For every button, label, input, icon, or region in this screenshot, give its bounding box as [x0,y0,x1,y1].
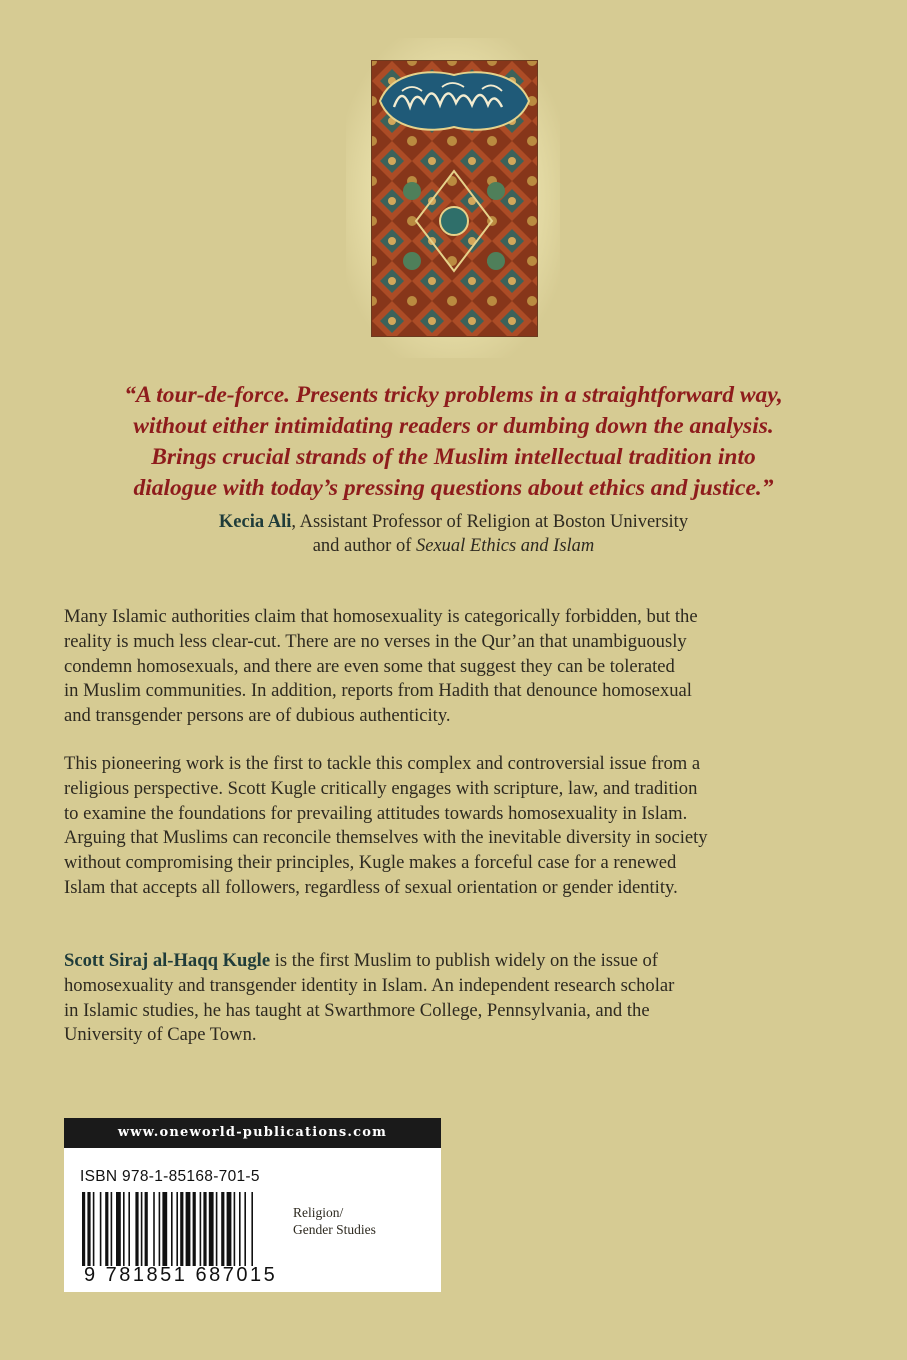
publisher-url[interactable]: www.oneworld-publications.com [64,1118,441,1148]
barcode-panel [64,1118,441,1292]
text-line: reality is much less clear-cut. There are no verses in the Qur’an that unambiguously [64,630,687,652]
author-name: Scott Siraj al-Haqq Kugle [64,950,271,971]
endorser-title: , Assistant Professor of Religion at Boston University [291,512,689,532]
author-bio [64,949,854,1048]
endorser-book-title: Sexual Ethics and Islam [415,536,595,556]
text-line: in Muslim communities. In addition, reports from Hadith that denounce homosexual [64,680,692,702]
endorsement [40,380,867,558]
text-line: Many Islamic authorities claim that homosexuality is categorically forbidden, but the [64,606,698,627]
text-line: Arguing that Muslims can reconcile themselves with the inevitable diversity in society [64,827,708,849]
subject-category [293,1204,376,1238]
endorsement-quote [40,380,867,504]
text-line: This pioneering work is the first to tackle this complex and controversial issue from a [64,753,701,774]
quote-line: dialogue with today’s pressing questions about ethics and justice.” [133,475,774,501]
endorser-name: Kecia Ali [218,512,292,532]
text-line: and transgender persons are of dubious authenticity. [64,705,451,727]
category-line-2: Gender Studies [293,1222,376,1237]
quote-line: Brings crucial strands of the Muslim intellectual tradition into [151,444,756,470]
text-line: condemn homosexuals, and there are even some that suggest they can be tolerated [64,655,675,677]
endorsement-attribution [40,510,867,558]
text-line: Islam that accepts all followers, regardless of sexual orientation or gender identity. [64,876,678,898]
text-line: without compromising their principles, Kugle makes a forceful case for a renewed [64,852,677,874]
calligraphy-tile-icon [371,60,538,337]
text-line: homosexuality and transgender identity in Islam. An independent research scholar [64,974,675,996]
quote-line: “A tour-de-force. Presents tricky problems in a straightforward way, [124,382,783,408]
endorser-line2-prefix: and author of [312,536,416,556]
text-line: to examine the foundations for prevailing attitudes towards homosexuality in Islam. [64,802,688,824]
isbn-label: ISBN 978-1-85168-701-5 [80,1168,260,1185]
barcode-digits: 9 781851 687015 [84,1264,278,1286]
text-line: University of Cape Town. [64,1024,257,1046]
text-line: religious perspective. Scott Kugle critically engages with scripture, law, and tradition [64,777,698,799]
description-paragraph-2 [64,752,854,901]
quote-line: without either intimidating readers or dumbing down the analysis. [133,413,774,439]
category-line-1: Religion/ [293,1205,344,1220]
text-line: in Islamic studies, he has taught at Swarthmore College, Pennsylvania, and the [64,999,650,1021]
text-line: is the first Muslim to publish widely on the issue of [270,950,658,971]
description-paragraph-1 [64,605,854,729]
